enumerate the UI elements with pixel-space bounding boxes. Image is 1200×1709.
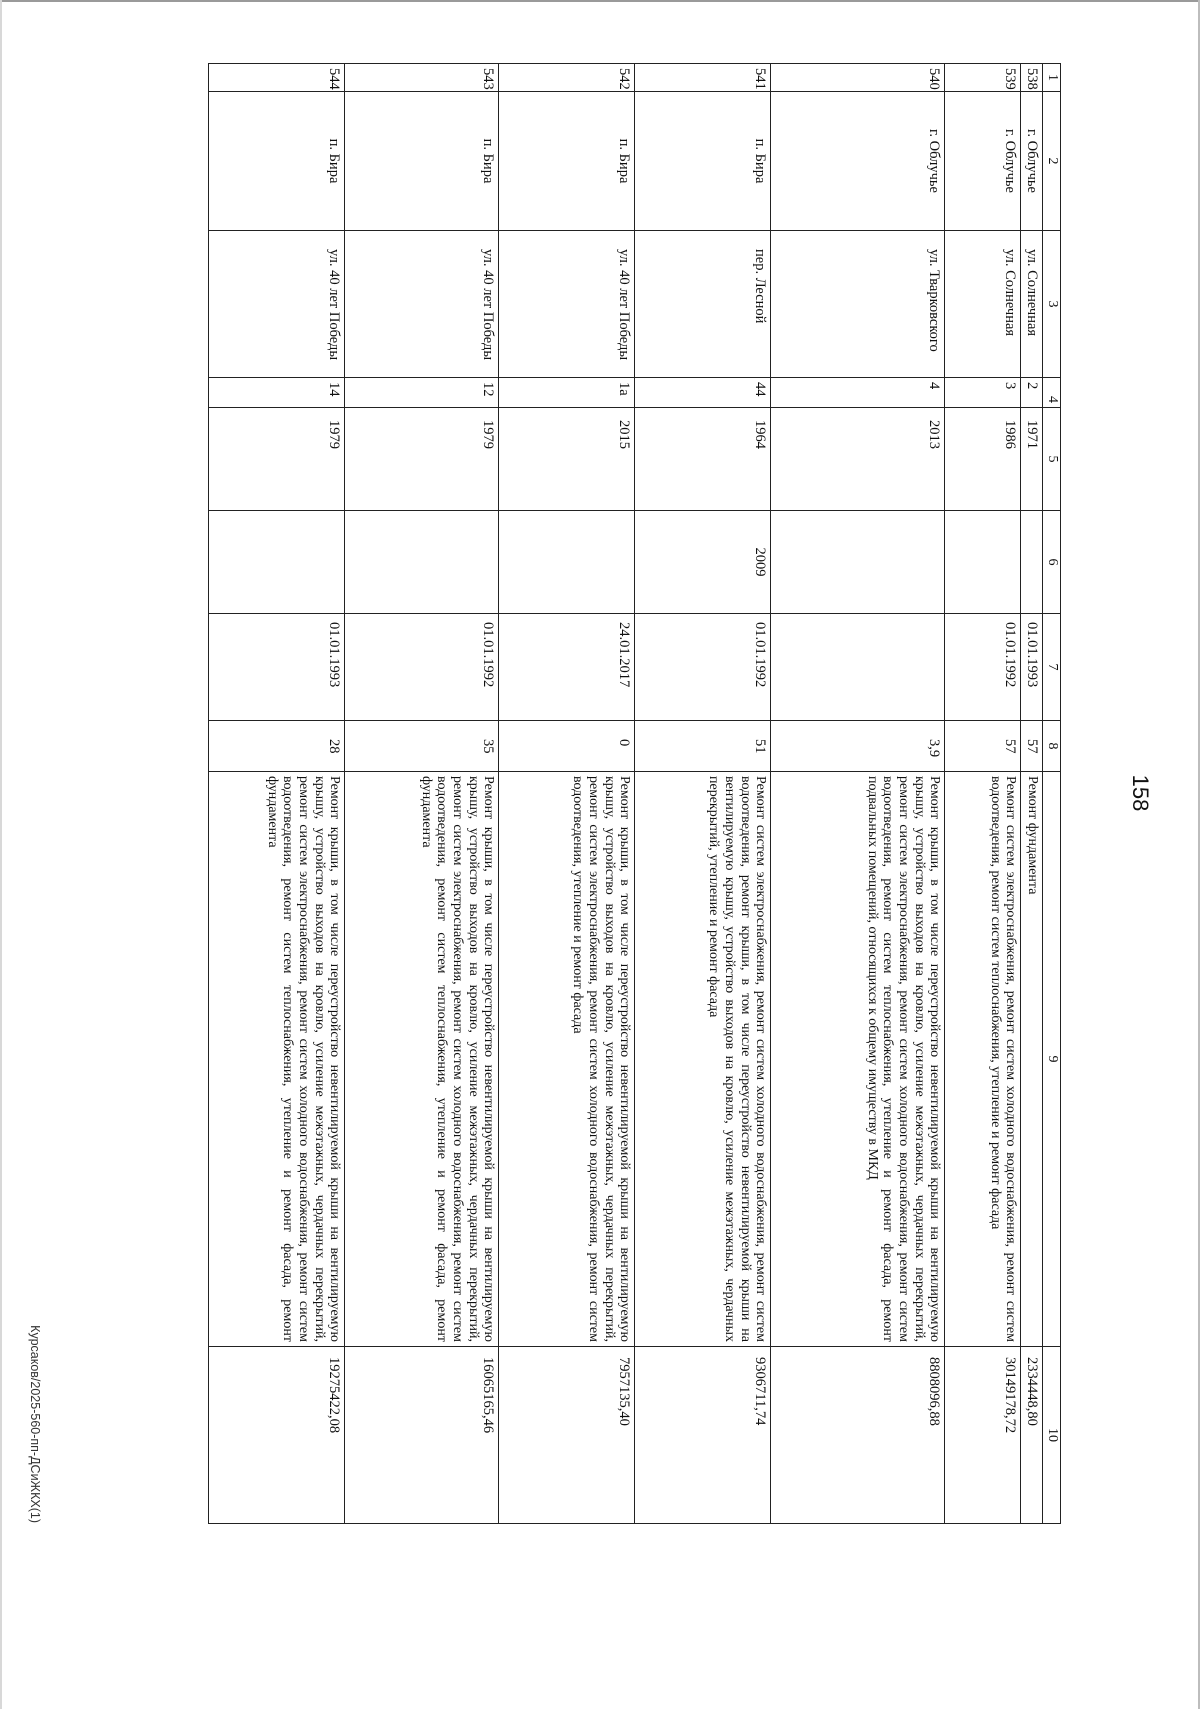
cell-works: Ремонт систем электроснабжения, ремонт систем холодного водоснабжения, ремонт систем водоотведения, ремонт систем теплоснабжения, утепление и ремонт фасада (945, 772, 1021, 1347)
cell-wear-percent: 57 (1021, 721, 1043, 772)
cell-wear-percent: 28 (209, 721, 345, 772)
header-col-2: 2 (1043, 92, 1061, 231)
cell-cost: 8808096,88 (771, 1347, 945, 1524)
cell-house-number: 12 (345, 378, 499, 408)
cell-wear-percent: 35 (345, 721, 499, 772)
cell-street: ул. 40 лет Победы (345, 231, 499, 378)
header-col-4: 4 (1043, 378, 1061, 408)
column-number-header-row (1043, 64, 1061, 1524)
header-col-1: 1 (1043, 64, 1061, 92)
table-row (345, 64, 499, 1524)
cell-build-year: 2015 (499, 408, 635, 511)
cell-build-year: 1964 (635, 408, 771, 511)
header-col-9: 9 (1043, 772, 1061, 1347)
cell-wear-percent: 57 (945, 721, 1021, 772)
cell-settlement: г. Облучье (1021, 92, 1043, 231)
cell-works: Ремонт крыши, в том числе переустройство невентилируемой крыши на вентилируемую крышу, устройство выходов на кровлю, усиление межэтажных, чердачных перекрытий, ремонт систем электроснабжения, ремонт систем холодного водоснабжения, ремонт систем водоотведения, ремонт систем теплоснабжения, утепление и ремонт фасада, ремонт подвальных помещений, относящихся к общему имуществу в МКД (771, 772, 945, 1347)
page-number: 158 (1128, 774, 1153, 812)
cell-settlement: п. Бира (499, 92, 635, 231)
cell-wear-percent: 0 (499, 721, 635, 772)
cell-cost: 9306711,74 (635, 1347, 771, 1524)
cell-street: ул. Солнечная (1021, 231, 1043, 378)
cell-house-number: 2 (1021, 378, 1043, 408)
header-col-10: 10 (1043, 1347, 1061, 1524)
cell-date: 01.01.1993 (209, 614, 345, 721)
cell-row-number: 544 (209, 64, 345, 92)
cell-row-number: 538 (1021, 64, 1043, 92)
cell-street: ул. Тварковского (771, 231, 945, 378)
cell-cost: 2334448,80 (1021, 1347, 1043, 1524)
document-reference-footer: Курсаков/2025-560-пп-ДСиЖКХ(1) (28, 1325, 42, 1523)
cell-wear-percent: 51 (635, 721, 771, 772)
cell-cost: 19275422,08 (209, 1347, 345, 1524)
cell-year-col6 (499, 511, 635, 614)
cell-date: 01.01.1992 (345, 614, 499, 721)
cell-date: 01.01.1992 (635, 614, 771, 721)
cell-row-number: 539 (945, 64, 1021, 92)
cell-settlement: п. Бира (635, 92, 771, 231)
table-row (635, 64, 771, 1524)
cell-cost: 7957135,40 (499, 1347, 635, 1524)
cell-row-number: 542 (499, 64, 635, 92)
cell-row-number: 541 (635, 64, 771, 92)
cell-settlement: п. Бира (345, 92, 499, 231)
cell-year-col6: 2009 (635, 511, 771, 614)
cell-street: ул. 40 лет Победы (499, 231, 635, 378)
table-row (1021, 64, 1043, 1524)
header-col-3: 3 (1043, 231, 1061, 378)
header-col-7: 7 (1043, 614, 1061, 721)
header-col-5: 5 (1043, 408, 1061, 511)
cell-works: Ремонт систем электроснабжения, ремонт систем холодного водоснабжения, ремонт систем водоотведения, ремонт крыши, в том числе переустройство невентилируемой крыши на вентилируемую крышу, устройство выходов на кровлю, усиление межэтажных, чердачных перекрытий, утепление и ремонт фасада (635, 772, 771, 1347)
scan-left-edge (0, 0, 2, 1709)
cell-works: Ремонт фундамента (1021, 772, 1043, 1347)
cell-year-col6 (945, 511, 1021, 614)
cell-build-year: 1979 (209, 408, 345, 511)
cell-settlement: п. Бира (209, 92, 345, 231)
table-row (499, 64, 635, 1524)
cell-street: ул. 40 лет Победы (209, 231, 345, 378)
cell-year-col6 (1021, 511, 1043, 614)
cell-house-number: 1а (499, 378, 635, 408)
cell-date (771, 614, 945, 721)
cell-street: пер. Лесной (635, 231, 771, 378)
table-row (945, 64, 1021, 1524)
cell-row-number: 543 (345, 64, 499, 92)
cell-build-year: 2013 (771, 408, 945, 511)
cell-house-number: 3 (945, 378, 1021, 408)
cell-house-number: 4 (771, 378, 945, 408)
cell-year-col6 (209, 511, 345, 614)
table-row (209, 64, 345, 1524)
cell-settlement: г. Облучье (771, 92, 945, 231)
header-col-6: 6 (1043, 511, 1061, 614)
cell-settlement: г. Облучье (945, 92, 1021, 231)
table-row (771, 64, 945, 1524)
header-col-8: 8 (1043, 721, 1061, 772)
cell-build-year: 1986 (945, 408, 1021, 511)
cell-street: ул. Солнечная (945, 231, 1021, 378)
cell-year-col6 (345, 511, 499, 614)
scan-top-edge (0, 0, 1200, 2)
cell-works: Ремонт крыши, в том числе переустройство невентилируемой крыши на вентилируемую крышу, устройство выходов на кровлю, усиление межэтажных, чердачных перекрытий, ремонт систем электроснабжения, ремонт систем холодного водоснабжения, ремонт систем водоотведения, ремонт систем теплоснабжения, утепление и ремонт фасада, ремонт фундамента (345, 772, 499, 1347)
cell-year-col6 (771, 511, 945, 614)
rotated-document-sheet (28, 63, 1153, 1523)
cell-works: Ремонт крыши, в том числе переустройство невентилируемой крыши на вентилируемую крышу, устройство выходов на кровлю, усиление межэтажных, чердачных перекрытий, ремонт систем электроснабжения, ремонт систем холодного водоснабжения, ремонт систем водоотведения, утепление и ремонт фасада (499, 772, 635, 1347)
cell-house-number: 44 (635, 378, 771, 408)
cell-works: Ремонт крыши, в том числе переустройство невентилируемой крыши на вентилируемую крышу, устройство выходов на кровлю, усиление межэтажных, чердачных перекрытий, ремонт систем электроснабжения, ремонт систем холодного водоснабжения, ремонт систем водоотведения, ремонт систем теплоснабжения, утепление и ремонт фасада, ремонт фундамента (209, 772, 345, 1347)
cell-date: 01.01.1993 (1021, 614, 1043, 721)
cell-date: 24.01.2017 (499, 614, 635, 721)
repair-program-table (208, 63, 1061, 1524)
cell-build-year: 1979 (345, 408, 499, 511)
cell-house-number: 14 (209, 378, 345, 408)
cell-build-year: 1971 (1021, 408, 1043, 511)
cell-wear-percent: 3,9 (771, 721, 945, 772)
cell-row-number: 540 (771, 64, 945, 92)
cell-cost: 16065165,46 (345, 1347, 499, 1524)
cell-date: 01.01.1992 (945, 614, 1021, 721)
cell-cost: 30149178,72 (945, 1347, 1021, 1524)
